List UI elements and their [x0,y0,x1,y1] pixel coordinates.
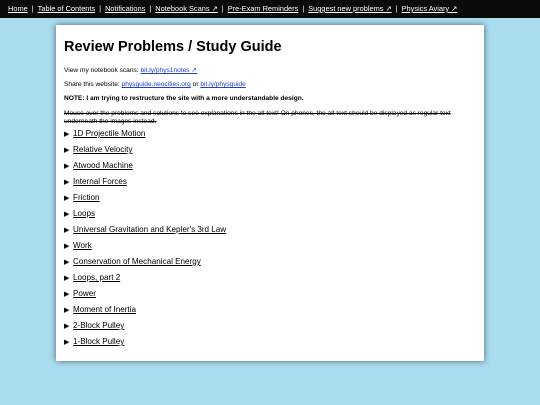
topic-item[interactable] [64,190,226,206]
topic-item[interactable] [64,238,226,254]
disclosure-triangle-icon: ▶ [64,243,70,250]
nav-link-pre-exam-reminders[interactable]: Pre-Exam Reminders [227,4,299,13]
nav-link-home[interactable]: Home [8,4,28,13]
struck-instructions: Mouse over the problems and solutions to see explanations in the alt text! On phones, the alt text should be displayed as regular text underneath the images instead. [64,110,451,125]
topic-label[interactable]: Power [73,289,96,298]
nav-separator: | [221,4,224,13]
nav-separator: | [149,4,152,13]
nav-link-notifications[interactable]: Notifications [105,4,146,13]
topic-item[interactable] [64,302,226,318]
share-link-neocities[interactable]: physguide.neocities.org [121,81,191,88]
disclosure-triangle-icon: ▶ [64,195,70,202]
nav-link-suggest-new-problems[interactable]: Suggest new problems ↗ [308,4,392,13]
topic-label[interactable]: Loops, part 2 [73,273,121,282]
disclosure-triangle-icon: ▶ [64,323,70,330]
notebook-line [64,66,197,74]
nav-separator: | [31,4,34,13]
topic-label[interactable]: Universal Gravitation and Kepler's 3rd Law [73,225,227,234]
topic-item[interactable] [64,206,226,222]
disclosure-triangle-icon: ▶ [64,163,70,170]
nav-separator: | [99,4,102,13]
disclosure-triangle-icon: ▶ [64,211,70,218]
topic-list [64,126,226,350]
nav-separator: | [395,4,398,13]
disclosure-triangle-icon: ▶ [64,131,70,138]
topic-label[interactable]: Atwood Machine [73,161,133,170]
topic-label[interactable]: Internal Forces [73,177,127,186]
topic-label[interactable]: Work [73,241,92,250]
share-or: or [190,81,201,88]
nav-link-notebook-scans[interactable]: Notebook Scans ↗ [155,4,218,13]
disclosure-triangle-icon: ▶ [64,259,70,266]
topic-label[interactable]: 2-Block Pulley [73,321,125,330]
topic-label[interactable]: Moment of Inertia [73,305,136,314]
notebook-scans-link[interactable]: bit.ly/phys1notes ↗ [140,67,197,74]
topic-label[interactable]: Relative Velocity [73,145,133,154]
nav-link-physics-aviary[interactable]: Physics Aviary ↗ [401,4,458,13]
share-link-bitly[interactable]: bit.ly/physguide [200,81,246,88]
notebook-prefix: View my notebook scans: [64,67,141,74]
disclosure-triangle-icon: ▶ [64,291,70,298]
topic-item[interactable] [64,158,226,174]
topic-item[interactable] [64,334,226,350]
topic-label[interactable]: Friction [73,193,100,202]
page-title: Review Problems / Study Guide [64,39,282,55]
disclosure-triangle-icon: ▶ [64,339,70,346]
share-line [64,81,246,88]
disclosure-triangle-icon: ▶ [64,275,70,282]
nav-separator: | [302,4,305,13]
topic-label[interactable]: 1D Projectile Motion [73,129,146,138]
topic-item[interactable] [64,318,226,334]
nav-link-table-of-contents[interactable]: Table of Contents [37,4,96,13]
topic-item[interactable] [64,270,226,286]
topic-item[interactable] [64,254,226,270]
restructure-note: NOTE: I am trying to restructure the site with a more understandable design. [64,95,304,102]
topic-label[interactable]: Conservation of Mechanical Energy [73,257,201,266]
topic-item[interactable] [64,174,226,190]
top-nav-bar [0,0,540,18]
topic-item[interactable] [64,126,226,142]
topic-label[interactable]: 1-Block Pulley [73,337,125,346]
topic-item[interactable] [64,222,226,238]
topic-label[interactable]: Loops [73,209,96,218]
topic-item[interactable] [64,286,226,302]
disclosure-triangle-icon: ▶ [64,147,70,154]
disclosure-triangle-icon: ▶ [64,179,70,186]
disclosure-triangle-icon: ▶ [64,307,70,314]
disclosure-triangle-icon: ▶ [64,227,70,234]
topic-item[interactable] [64,142,226,158]
content-card [56,25,484,361]
share-prefix: Share this website: [64,81,122,88]
